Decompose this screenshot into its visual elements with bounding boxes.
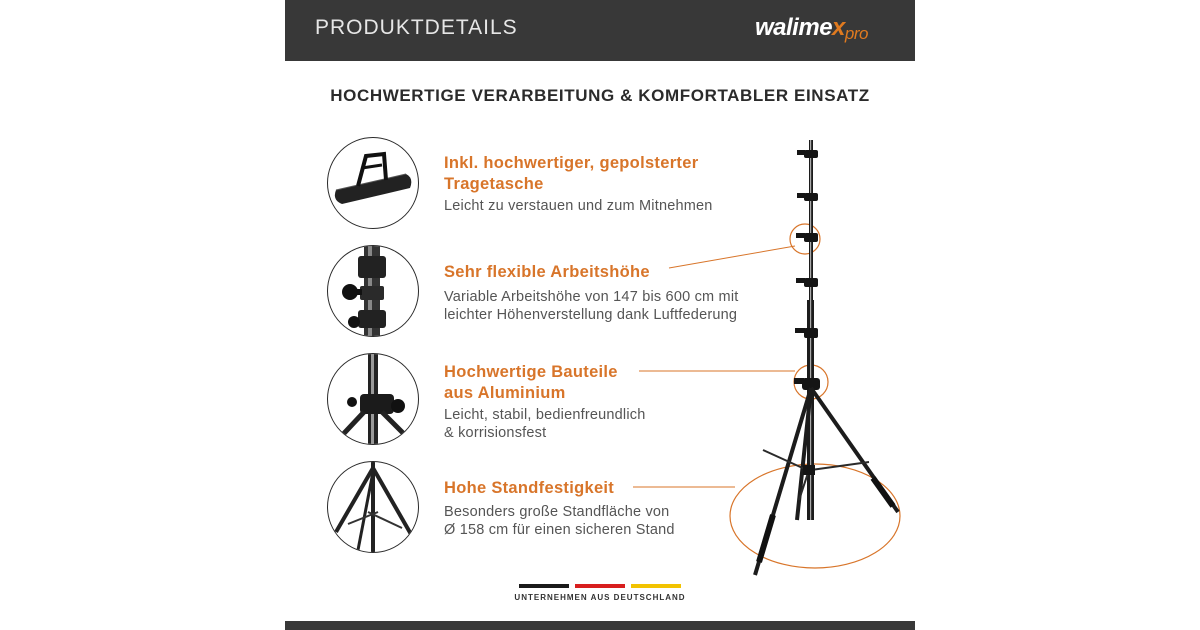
brand-pro: pro (844, 24, 868, 43)
feature-4-desc-line-2: Ø 158 cm für einen sicheren Stand (444, 522, 675, 538)
light-stand-illustration (285, 0, 915, 630)
feature-1-title-line-1: Inkl. hochwertiger, gepolsterter (444, 154, 699, 172)
feature-2-title-line-1: Sehr flexible Arbeitshöhe (444, 263, 650, 281)
callout-lines (633, 246, 795, 487)
flag-stripe-red (575, 584, 625, 588)
feature-2-desc-line-2: leichter Höhenverstellung dank Luftfederung (444, 307, 738, 323)
feature-4-title-line-1: Hohe Standfestigkeit (444, 479, 615, 497)
flag-stripe-black (519, 584, 569, 588)
header-title: PRODUKTDETAILS (315, 16, 518, 39)
brand-x: x (832, 14, 845, 41)
brand-main: walime (755, 14, 833, 41)
callout-line-height (669, 246, 795, 268)
headline: HOCHWERTIGE VERARBEITUNG & KOMFORTABLER EINSATZ (330, 86, 870, 105)
feature-3-title-line-2: aus Aluminium (444, 384, 566, 402)
feature-2-desc-line-1: Variable Arbeitshöhe von 147 bis 600 cm mit (444, 289, 739, 305)
feature-1-desc-line-1: Leicht zu verstauen und zum Mitnehmen (444, 198, 713, 214)
flag-stripe-gold (631, 584, 681, 588)
footer-text: UNTERNEHMEN AUS DEUTSCHLAND (514, 593, 686, 602)
product-details-panel (285, 0, 915, 630)
feature-1-title-line-2: Tragetasche (444, 175, 544, 193)
feature-3-desc-line-2: & korrisionsfest (444, 425, 547, 441)
feature-4-desc-line-1: Besonders große Standfläche von (444, 504, 670, 520)
feature-3-desc-line-1: Leicht, stabil, bedienfreundlich (444, 407, 646, 423)
feature-3-title-line-1: Hochwertige Bauteile (444, 363, 618, 381)
stand-body (755, 140, 898, 575)
bottom-bar (285, 621, 915, 630)
